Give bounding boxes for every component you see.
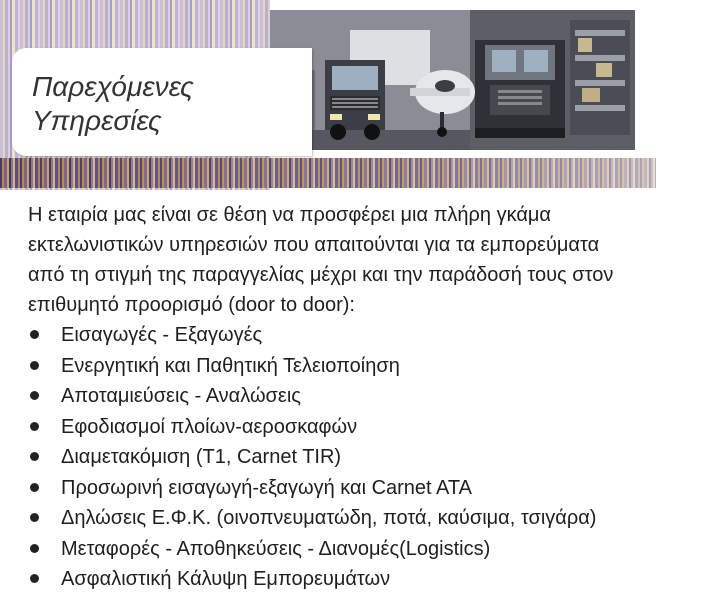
- bullet-icon: [30, 483, 39, 492]
- bullet-icon: [30, 513, 39, 522]
- page-title: [32, 70, 194, 138]
- bullet-icon: [30, 452, 39, 461]
- intro-line: εκτελωνιστικών υπηρεσιών που απαιτούνται για τα εμπορεύματα: [28, 234, 600, 256]
- intro-line: από τη στιγμή της παραγγελίας μέχρι και την παράδοσή τους στον: [28, 264, 614, 286]
- warehouse-icon: [570, 20, 630, 135]
- service-label: Μεταφορές - Αποθηκεύσεις - Διανομές(Logistics): [61, 537, 491, 560]
- service-label: Αποταμιεύσεις - Αναλώσεις: [61, 385, 301, 407]
- bullet-icon: [30, 544, 39, 553]
- list-item: [28, 381, 708, 412]
- list-item: [28, 503, 708, 534]
- list-item: [28, 442, 708, 473]
- list-item: [28, 534, 708, 565]
- list-item: [28, 351, 708, 382]
- page-title-line-1: Παρεχόμενες: [32, 71, 194, 102]
- services-list: [28, 320, 708, 595]
- bullet-icon: [30, 391, 39, 400]
- intro-paragraph: [28, 200, 708, 320]
- list-item: [28, 473, 708, 504]
- service-label: Εισαγωγές - Εξαγωγές: [61, 324, 263, 346]
- train-icon: [475, 40, 565, 138]
- list-item: [28, 564, 708, 595]
- bullet-icon: [30, 574, 39, 583]
- service-label: Προσωρινή εισαγωγή-εξαγωγή και Carnet ATA: [61, 476, 472, 499]
- intro-line: επιθυμητό προορισμό (door to door):: [28, 294, 355, 316]
- bullet-icon: [30, 361, 39, 370]
- service-label: Ενεργητική και Παθητική Τελειοποίηση: [61, 354, 400, 377]
- list-item: [28, 320, 708, 351]
- bullet-icon: [30, 422, 39, 431]
- service-label: Διαμετακόμιση (Τ1, Carnet TIR): [61, 446, 342, 468]
- bullet-icon: [30, 330, 39, 339]
- content-section: [28, 200, 708, 595]
- list-item: [28, 412, 708, 443]
- service-label: Εφοδιασμοί πλοίων-αεροσκαφών: [61, 415, 358, 438]
- decorative-band: [0, 158, 656, 188]
- page-title-line-2: Υπηρεσίες: [32, 105, 162, 136]
- transport-collage-image: [270, 10, 635, 150]
- service-label: Ασφαλιστική Κάλυψη Εμπορευμάτων: [61, 568, 391, 590]
- intro-line: Η εταιρία μας είναι σε θέση να προσφέρει μια πλήρη γκάμα: [28, 204, 551, 226]
- service-label: Δηλώσεις Ε.Φ.Κ. (οινοπνευματώδη, ποτά, καύσιμα, τσιγάρα): [61, 507, 597, 529]
